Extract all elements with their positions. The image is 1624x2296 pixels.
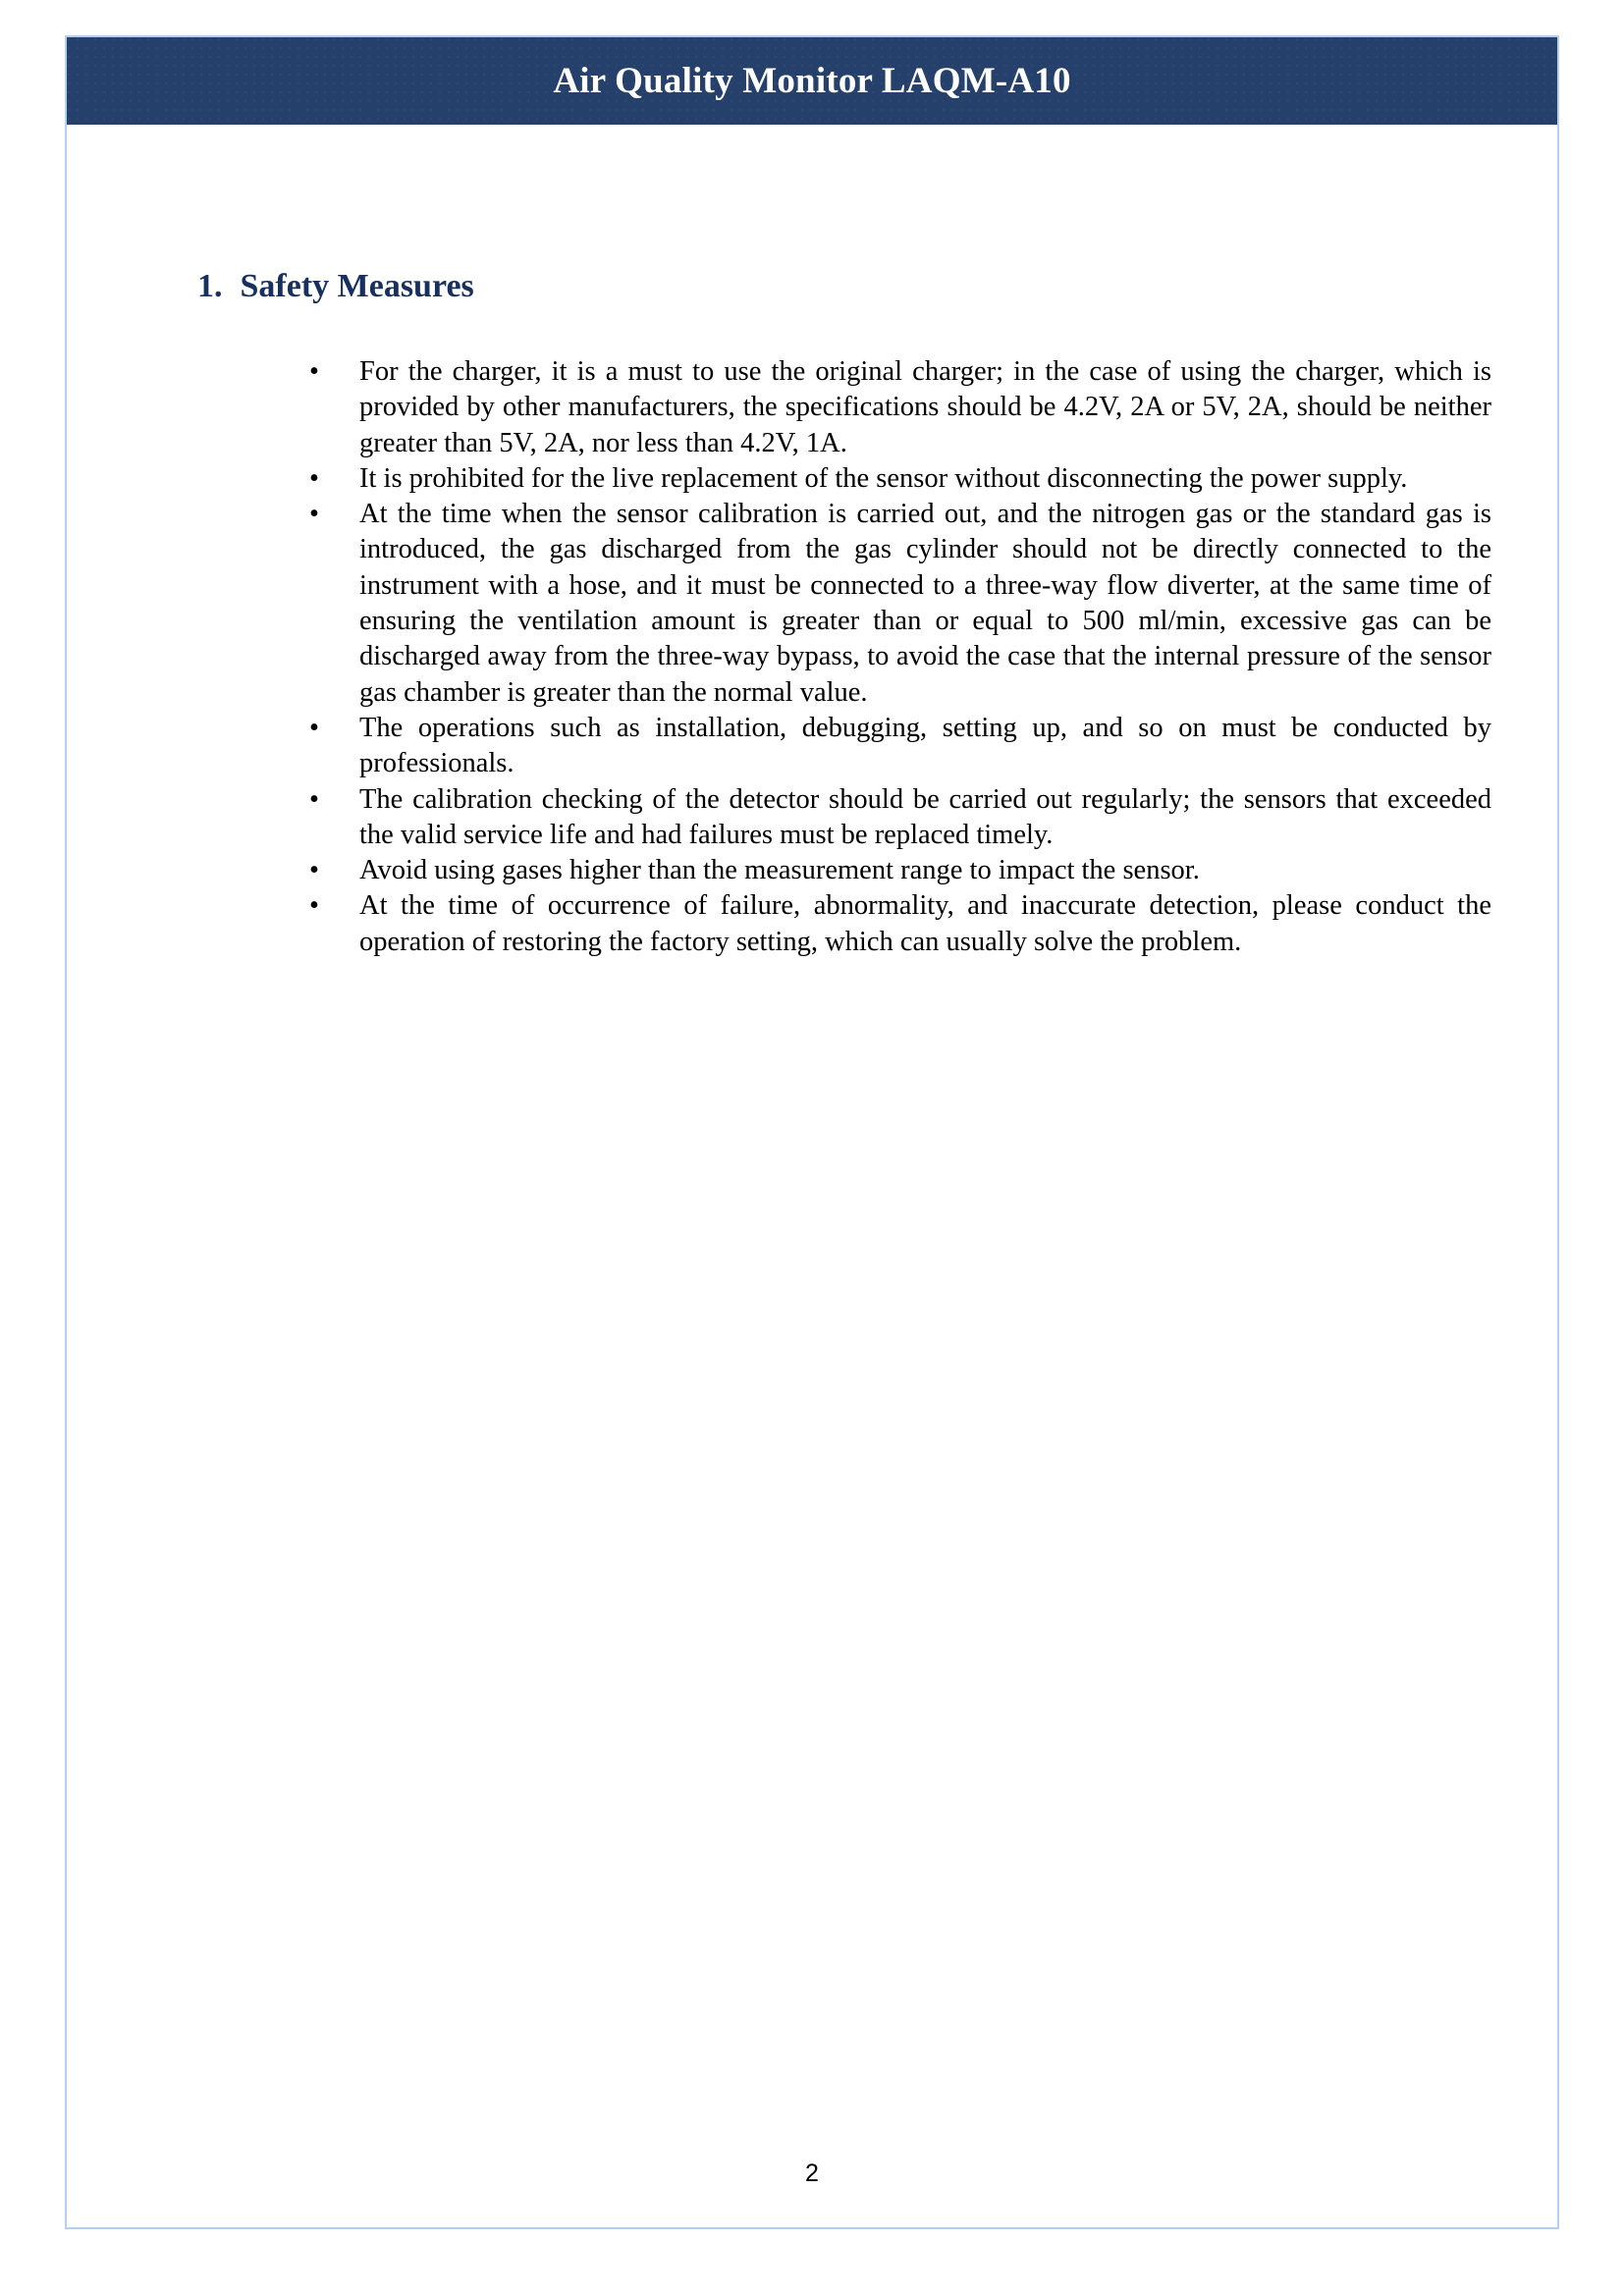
document-content: [67, 125, 1557, 2227]
document-header-band: [67, 37, 1557, 125]
document-page: [65, 35, 1559, 2229]
section-heading: [197, 267, 1081, 305]
section-number: 1.: [197, 268, 223, 304]
list-item: • The calibration checking of the detector should be carried out regularly; the sensors that exceeded the valid service life and had failures must be replaced timely.: [248, 782, 1495, 854]
list-item: • For the charger, it is a must to use the original charger; in the case of using the charger, which is provided by other manufacturers, the specifications should be 4.2V, 2A or 5V, 2A, should be neither greater than 5V, 2A, nor less than 4.2V, 1A.: [248, 354, 1495, 461]
document-title: Air Quality Monitor LAQM-A10: [553, 61, 1071, 101]
safety-measures-list: [248, 354, 1495, 960]
list-item: • The operations such as installation, debugging, setting up, and so on must be conducted by professionals.: [248, 711, 1495, 782]
list-item: • Avoid using gases higher than the measurement range to impact the sensor.: [248, 853, 1495, 888]
list-item: • At the time of occurrence of failure, abnormality, and inaccurate detection, please conduct the operation of restoring the factory setting, which can usually solve the problem.: [248, 888, 1495, 960]
section-title: Safety Measures: [240, 268, 474, 304]
page-number: 2: [805, 2160, 819, 2187]
list-item: • It is prohibited for the live replacement of the sensor without disconnecting the power supply.: [248, 461, 1495, 497]
list-item: • At the time when the sensor calibration is carried out, and the nitrogen gas or the standard gas is introduced, the gas discharged from the gas cylinder should not be directly connected to the instrument with a hose, and it must be connected to a three-way flow diverter, at the same time of ensuring the ventilation amount is greater than or equal to 500 ml/min, excessive gas can be discharged away from the three-way bypass, to avoid the case that the internal pressure of the sensor gas chamber is greater than the normal value.: [248, 497, 1495, 711]
